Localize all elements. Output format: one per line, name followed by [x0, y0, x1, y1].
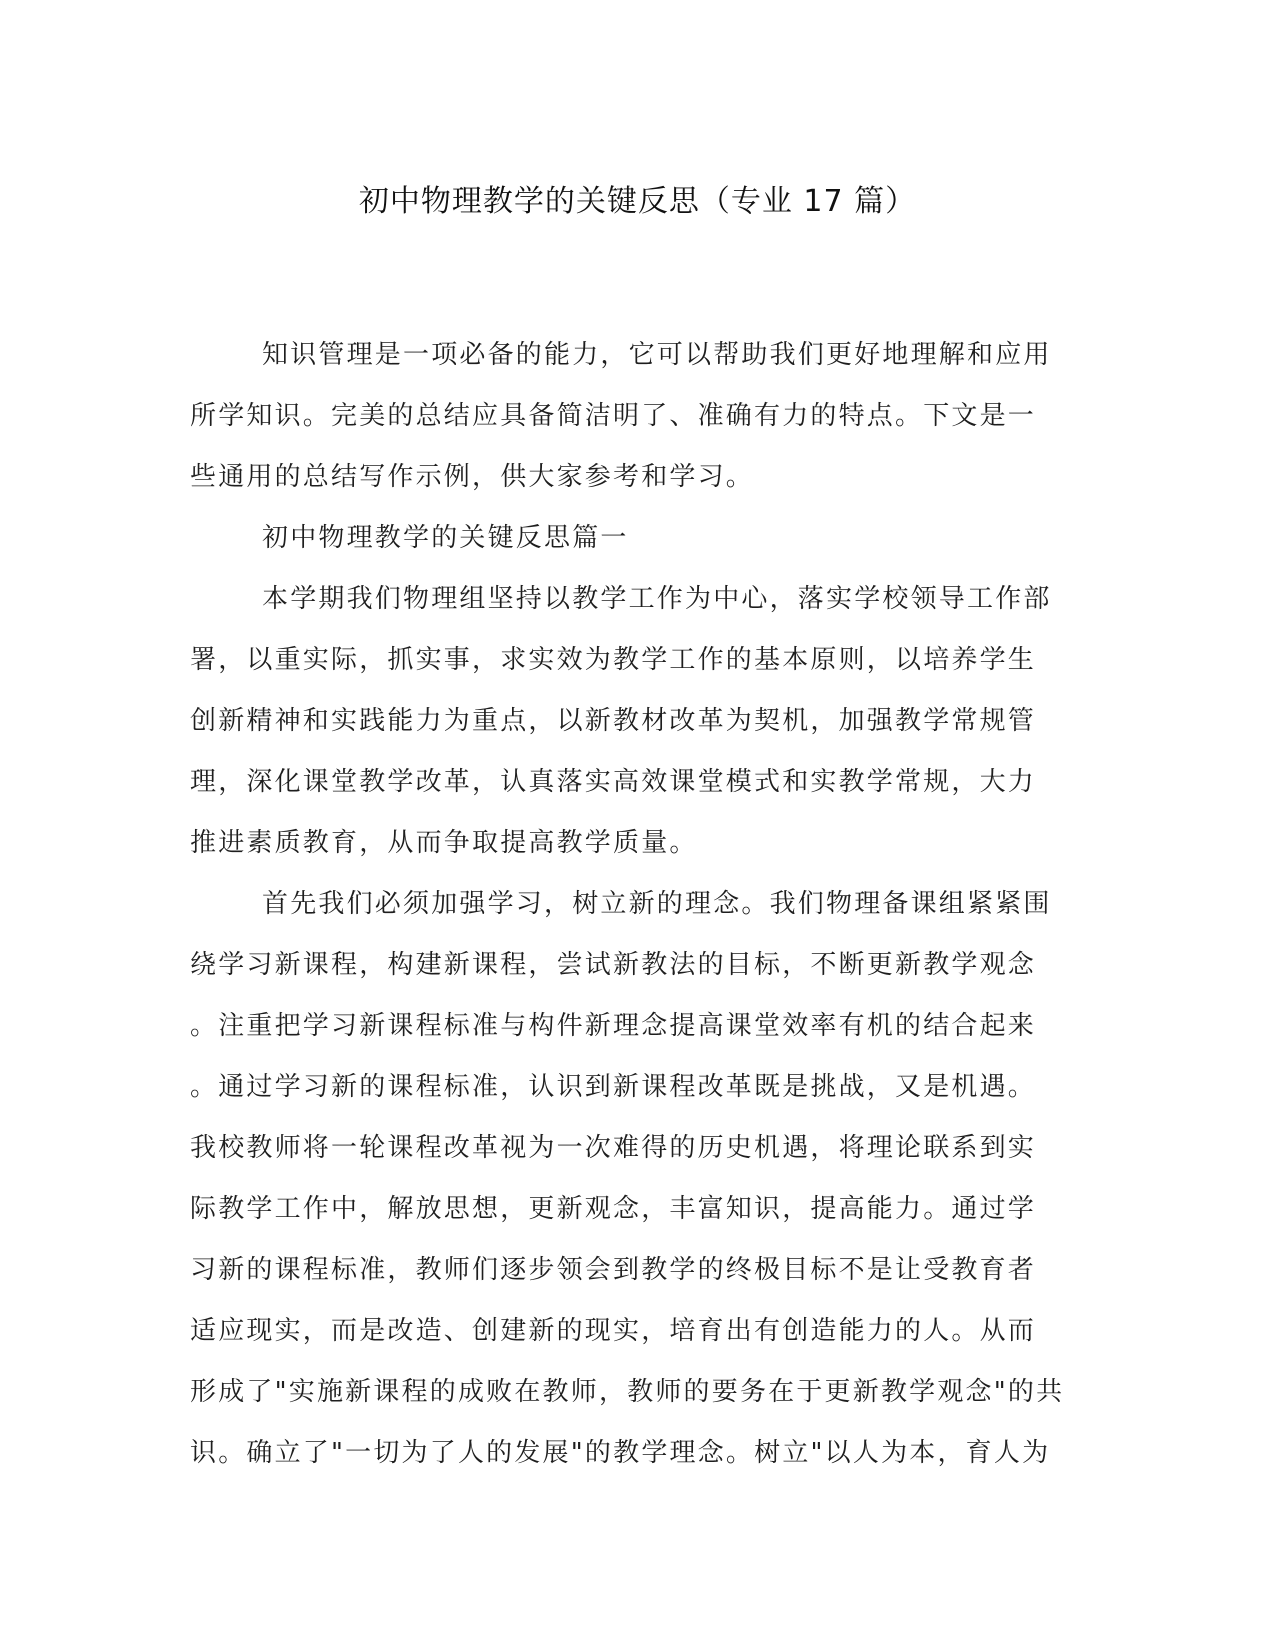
section-heading: 初中物理教学的关键反思篇一 — [262, 523, 629, 553]
paragraph-line: 本学期我们物理组坚持以教学工作为中心，落实学校领导工作部 — [262, 584, 1052, 614]
paragraph-line: 推进素质教育，从而争取提高教学质量。 — [190, 828, 698, 858]
paragraph-line: 识。确立了"一切为了人的发展"的教学理念。树立"以人为本，育人为 — [190, 1438, 1051, 1468]
paragraph-line: 适应现实，而是改造、创建新的现实，培育出有创造能力的人。从而 — [190, 1316, 1037, 1346]
paragraph-line: 我校教师将一轮课程改革视为一次难得的历史机遇，将理论联系到实 — [190, 1133, 1037, 1163]
document-title: 初中物理教学的关键反思（专业 17 篇） — [358, 184, 917, 219]
paragraph-line: 形成了"实施新课程的成败在教师，教师的要务在于更新教学观念"的共 — [190, 1377, 1065, 1407]
paragraph-line: 些通用的总结写作示例，供大家参考和学习。 — [190, 462, 755, 492]
paragraph-line: 际教学工作中，解放思想，更新观念，丰富知识，提高能力。通过学 — [190, 1194, 1037, 1224]
paragraph-line: 。通过学习新的课程标准，认识到新课程改革既是挑战，又是机遇。 — [190, 1072, 1037, 1102]
document-body — [190, 325, 1080, 1484]
paragraph-line: 知识管理是一项必备的能力，它可以帮助我们更好地理解和应用 — [262, 340, 1052, 370]
paragraph-line: 所学知识。完美的总结应具备简洁明了、准确有力的特点。下文是一 — [190, 401, 1037, 431]
paragraph-line: 理，深化课堂教学改革，认真落实高效课堂模式和实教学常规，大力 — [190, 767, 1037, 797]
paragraph-line: 。注重把学习新课程标准与构件新理念提高课堂效率有机的结合起来 — [190, 1011, 1037, 1041]
paragraph-line: 首先我们必须加强学习，树立新的理念。我们物理备课组紧紧围 — [262, 889, 1052, 919]
paragraph-line: 署，以重实际，抓实事，求实效为教学工作的基本原则，以培养学生 — [190, 645, 1037, 675]
paragraph-line: 习新的课程标准，教师们逐步领会到教学的终极目标不是让受教育者 — [190, 1255, 1037, 1285]
paragraph-line: 创新精神和实践能力为重点，以新教材改革为契机，加强教学常规管 — [190, 706, 1037, 736]
paragraph-line: 绕学习新课程，构建新课程，尝试新教法的目标，不断更新教学观念 — [190, 950, 1037, 980]
